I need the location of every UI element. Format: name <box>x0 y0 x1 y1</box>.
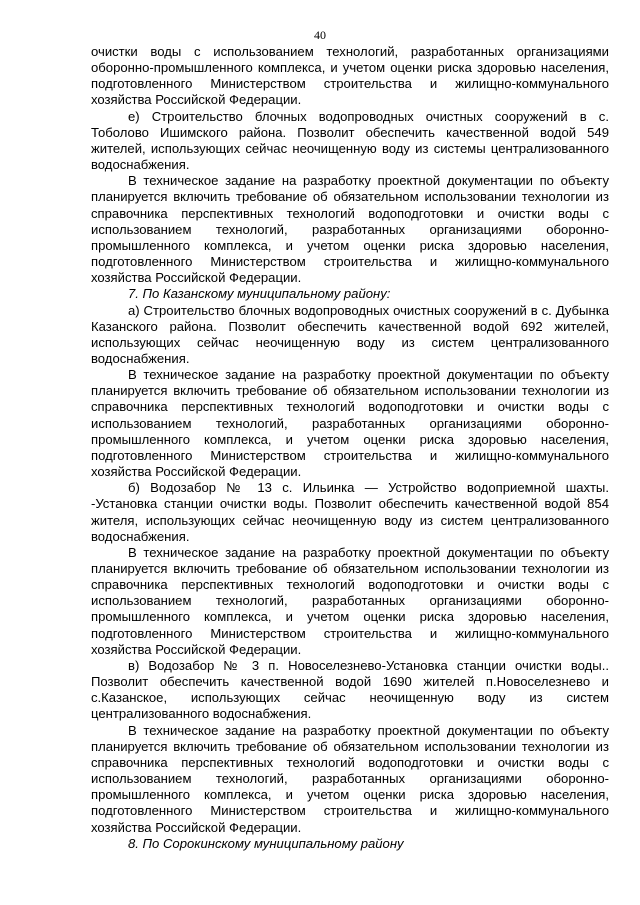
section-heading-kazansky: 7. По Казанскому муниципальному району: <box>128 286 391 302</box>
section-heading-sorokinsky: 8. По Сорокинскому муниципальному району <box>128 835 404 851</box>
paragraph-item-a: а) Строительство блочных водопроводных очистных сооружений в с. Дубынка Казанского района. Позволит обеспечить качественной водой 692 жителей, использующих сейчас неочищенную воду из систем централизованного водоснабжения. <box>91 302 609 366</box>
paragraph-continuation: очистки воды с использованием технологий, разработанных организациями оборонно-промышленного комплекса, и учетом оценки риска здоровью населения, подготовленного Министерством строительства и жилищно-коммунального хозяйства Российской Федерации. <box>91 44 609 108</box>
paragraph-item-b: б) Водозабор № 13 с. Ильинка — Устройство водоприемной шахты. -Установка станции очистки воды. Позволит обеспечить качественной водой 854 жителя, использующих сейчас неочищенную воду из систем централизованного водоснабжения. <box>91 480 609 544</box>
paragraph-technical-requirement: В техническое задание на разработку проектной документации по объекту планируется включить требование об обязательном использовании технологии из справочника перспективных технологий водоподготовки и очистки воды с использованием технологий, разработанных организациями оборонно-промышленного комплекса, и учетом оценки риска здоровью населения, подготовленного Министерством строительства и жилищно-коммунального хозяйства Российской Федерации. <box>91 544 609 657</box>
document-body <box>91 44 609 852</box>
paragraph-technical-requirement: В техническое задание на разработку проектной документации по объекту планируется включить требование об обязательном использовании технологии из справочника перспективных технологий водоподготовки и очистки воды с использованием технологий, разработанных организациями оборонно-промышленного комплекса, и учетом оценки риска здоровью населения, подготовленного Министерством строительства и жилищно-коммунального хозяйства Российской Федерации. <box>91 173 609 286</box>
page-number: 40 <box>314 28 326 42</box>
paragraph-technical-requirement: В техническое задание на разработку проектной документации по объекту планируется включить требование об обязательном использовании технологии из справочника перспективных технологий водоподготовки и очистки воды с использованием технологий, разработанных организациями оборонно-промышленного комплекса, и учетом оценки риска здоровью населения, подготовленного Министерством строительства и жилищно-коммунального хозяйства Российской Федерации. <box>91 722 609 835</box>
paragraph-technical-requirement: В техническое задание на разработку проектной документации по объекту планируется включить требование об обязательном использовании технологии из справочника перспективных технологий водоподготовки и очистки воды с использованием технологий, разработанных организациями оборонно-промышленного комплекса, и учетом оценки риска здоровью населения, подготовленного Министерством строительства и жилищно-коммунального хозяйства Российской Федерации. <box>91 367 609 480</box>
paragraph-item-v: в) Водозабор № 3 п. Новоселезнево-Установка станции очистки воды.. Позволит обеспечить качественной водой 1690 жителей п.Новоселезнево и с.Казанское, использующих сейчас неочищенную воду из систем централизованного водоснабжения. <box>91 657 609 722</box>
paragraph-item-e: е) Строительство блочных водопроводных очистных сооружений в с. Тоболово Ишимского района. Позволит обеспечить качественной водой 549 жителей, использующих сейчас неочищенную воду из системы централизованного водоснабжения. <box>91 108 609 173</box>
